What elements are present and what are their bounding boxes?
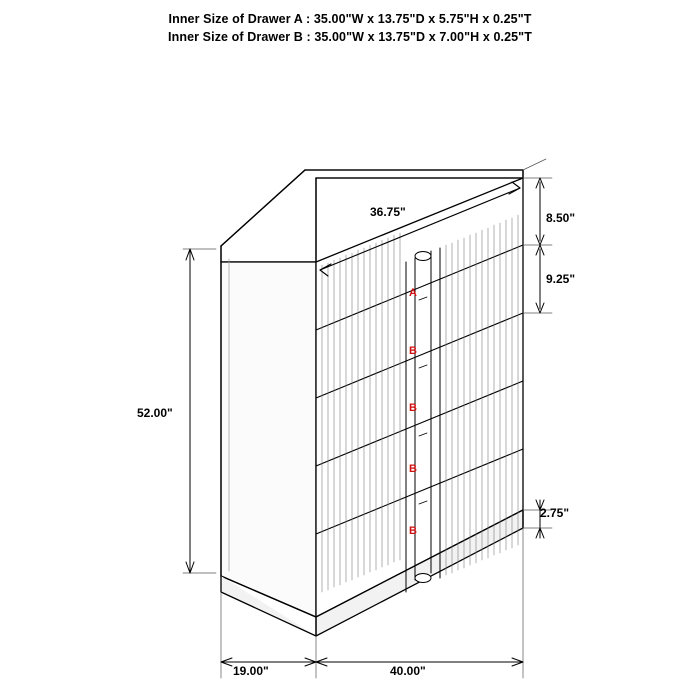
drawer-callout-b4: B (409, 525, 417, 537)
cabinet-left-side (221, 262, 316, 617)
dim-label-right-bottom: 2.75" (540, 506, 570, 520)
dim-left-height (183, 249, 216, 573)
dim-label-right-second: 9.25" (546, 272, 576, 286)
drawer-callout-b1: B (409, 345, 417, 357)
cabinet-front-face (316, 178, 523, 617)
dim-label-bottom-depth: 19.00" (233, 664, 269, 678)
drawer-callout-b3: B (409, 463, 417, 475)
dim-label-bottom-width: 40.00" (390, 664, 426, 678)
spec-line-drawer-a: Inner Size of Drawer A : 35.00"W x 13.75"D x 5.75"H x 0.25"T (168, 12, 532, 26)
spec-line-drawer-b: Inner Size of Drawer B : 35.00"W x 13.75"D x 7.00"H x 0.25"T (168, 30, 532, 44)
drawer-callout-a: A (409, 287, 417, 299)
dim-label-right-top: 8.50" (546, 211, 576, 225)
drawer-callout-b2: B (409, 402, 417, 414)
dim-label-left-height: 52.00" (137, 406, 173, 420)
dim-label-top-width: 36.75" (370, 205, 406, 219)
dim-right-stack (523, 178, 552, 538)
